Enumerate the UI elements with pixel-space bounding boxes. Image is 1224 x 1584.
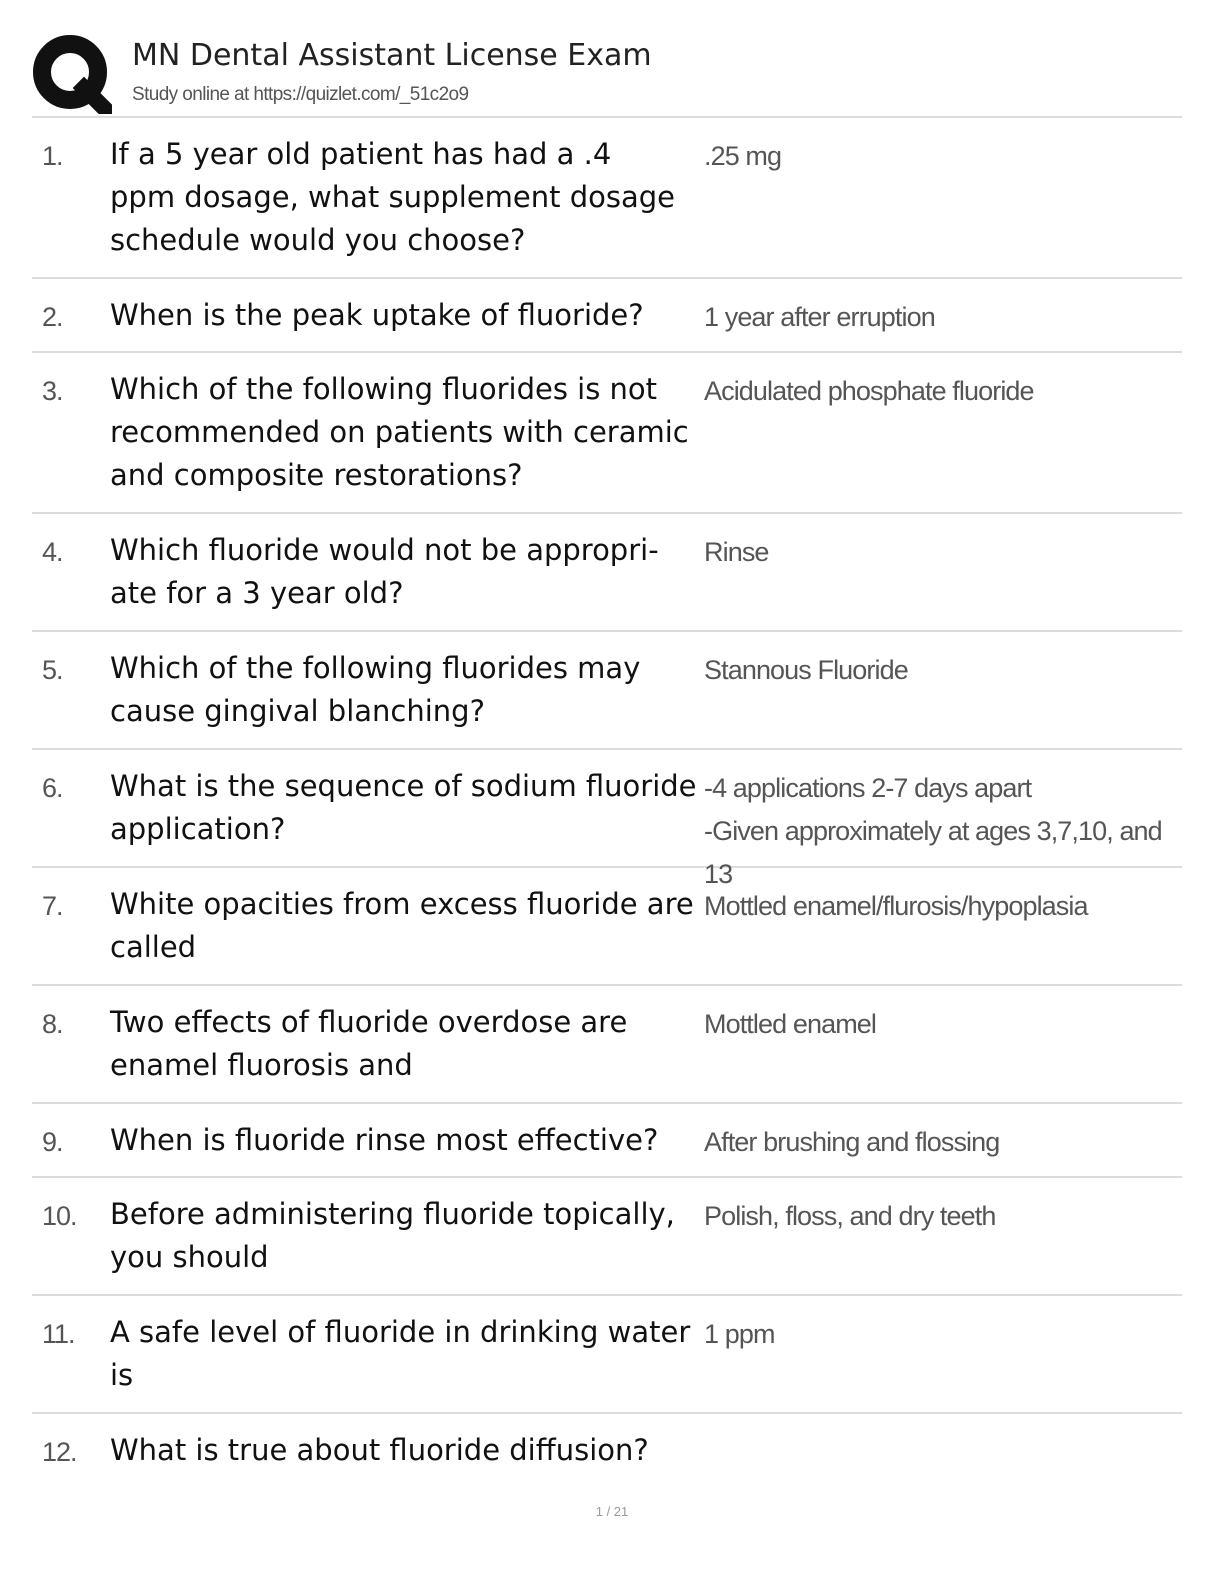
term-line: What is the sequence of sodium fluoride	[110, 769, 697, 803]
header	[32, 30, 1182, 116]
term-line: Which of the following fluorides may	[110, 651, 641, 685]
card-number: 11.	[42, 1319, 75, 1349]
card-definition: -4 applications 2-7 days apart -Given approximately at ages 3,7,10, and 13	[704, 773, 1162, 889]
card-term	[110, 765, 696, 851]
term-line: What is true about fluoride diffusion?	[110, 1433, 649, 1467]
card-definition: 1 year after erruption	[704, 302, 935, 332]
term-line: If a 5 year old patient has had a .4	[110, 137, 612, 171]
card-definition: Stannous Fluoride	[704, 655, 908, 685]
card-term	[110, 133, 696, 262]
card-number: 1.	[42, 141, 63, 171]
card-number: 9.	[42, 1127, 63, 1157]
card-number: 3.	[42, 376, 63, 406]
card-term	[110, 529, 696, 615]
quizlet-logo-icon	[32, 34, 112, 114]
term-line: application?	[110, 812, 286, 846]
term-line: Which of the following fluorides is not	[110, 372, 658, 406]
card-number: 12.	[42, 1437, 77, 1467]
term-line: When is the peak uptake of fluoride?	[110, 298, 644, 332]
card-number: 5.	[42, 655, 63, 685]
term-line: When is fluoride rinse most effective?	[110, 1123, 659, 1157]
page-title: MN Dental Assistant License Exam	[132, 38, 652, 73]
flashcard	[32, 750, 1182, 889]
flashcard	[32, 118, 1182, 279]
card-term	[110, 1119, 696, 1162]
card-definition: Polish, floss, and dry teeth	[704, 1201, 996, 1231]
card-definition: Mottled enamel	[704, 1009, 876, 1039]
card-definition: .25 mg	[704, 141, 782, 171]
term-line: ppm dosage, what supplement dosage	[110, 180, 676, 214]
card-term	[110, 883, 696, 969]
card-term	[110, 1311, 696, 1397]
flashcard-list	[32, 116, 1182, 1486]
term-line: is	[110, 1358, 134, 1392]
term-line: called	[110, 930, 197, 964]
flashcard	[32, 1296, 1182, 1414]
card-term	[110, 368, 696, 497]
term-line: recommended on patients with ceramic	[110, 415, 689, 449]
term-line: schedule would you choose?	[110, 223, 526, 257]
term-line: White opacities from excess fluoride are	[110, 887, 694, 921]
flashcard	[32, 986, 1182, 1104]
card-term	[110, 294, 696, 337]
flashcard	[32, 279, 1182, 353]
card-number: 4.	[42, 537, 63, 567]
flashcard	[32, 632, 1182, 750]
term-line: Before administering fluoride topically,	[110, 1197, 675, 1231]
term-line: A safe level of fluoride in drinking water	[110, 1315, 691, 1349]
card-number: 6.	[42, 773, 63, 803]
card-number: 8.	[42, 1009, 63, 1039]
flashcard	[32, 1178, 1182, 1296]
card-definition: 1 ppm	[704, 1319, 775, 1349]
card-number: 10.	[42, 1201, 77, 1231]
card-definition: Rinse	[704, 537, 769, 567]
flashcard	[32, 514, 1182, 632]
card-number: 7.	[42, 891, 63, 921]
card-term	[110, 1001, 696, 1087]
card-definition: After brushing and flossing	[704, 1127, 1000, 1157]
card-term	[110, 1193, 696, 1279]
term-line: Two effects of fluoride overdose are	[110, 1005, 628, 1039]
term-line: Which fluoride would not be appropri-	[110, 533, 659, 567]
flashcard	[32, 868, 1182, 986]
card-definition: Acidulated phosphate fluoride	[704, 376, 1034, 406]
flashcard	[32, 1414, 1182, 1486]
card-definition: Mottled enamel/flurosis/hypoplasia	[704, 891, 1088, 921]
term-line: and composite restorations?	[110, 458, 523, 492]
term-line: ate for a 3 year old?	[110, 576, 404, 610]
term-line: you should	[110, 1240, 269, 1274]
term-line: enamel fluorosis and	[110, 1048, 413, 1082]
card-term	[110, 1429, 696, 1472]
flashcard	[32, 1104, 1182, 1178]
flashcard	[32, 353, 1182, 514]
page-number: 1 / 21	[595, 1504, 629, 1519]
term-line: cause gingival blanching?	[110, 694, 485, 728]
study-link[interactable]: Study online at https://quizlet.com/_51c2o9	[132, 84, 469, 105]
card-term	[110, 647, 696, 733]
card-number: 2.	[42, 302, 63, 332]
